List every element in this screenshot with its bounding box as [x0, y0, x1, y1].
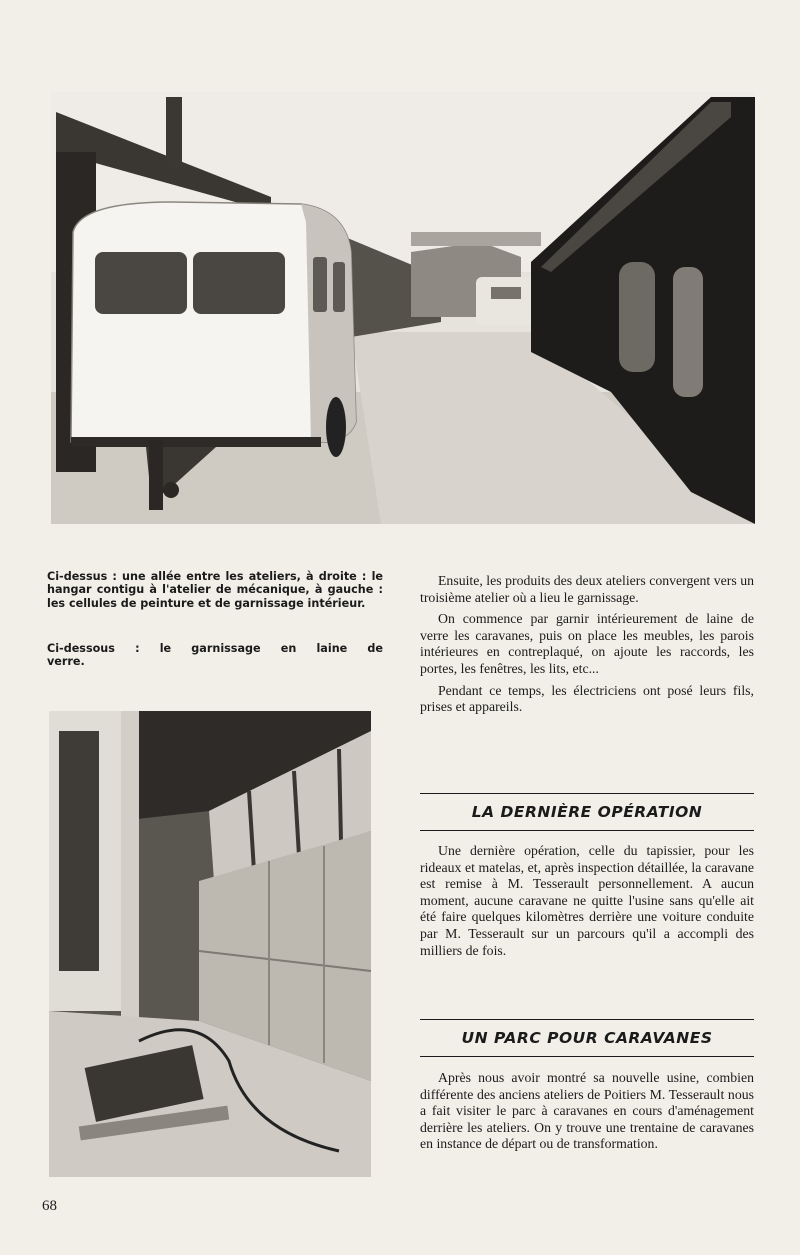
intro-column — [420, 573, 754, 721]
body-paragraph: Après nous avoir montré sa nouvelle usine, combien différente des anciens ateliers de Poitiers M. Tesserault nous a fait visiter le parc à caravanes en cours d'aménagement derrière les ateliers. On y trouve une trentaine de caravanes en instance de départ ou de transformation. — [420, 1070, 754, 1152]
photo-caption-bottom: Ci-dessous : le garnissage en laine de verre. — [47, 642, 383, 669]
photo-glass-wool-lining — [49, 711, 371, 1177]
body-paragraph: Pendant ce temps, les électriciens ont posé leurs fils, prises et appareils. — [420, 682, 754, 715]
body-paragraph: Ensuite, les produits des deux ateliers convergent vers un troisième atelier où a lieu le garnissage. — [420, 573, 754, 605]
photo-caption-top: Ci-dessus : une allée entre les ateliers, à droite : le hangar contigu à l'atelier de mécanique, à gauche : les cellules de peinture et de garnissage intérieur. — [47, 570, 383, 610]
section-body — [420, 1070, 754, 1158]
body-paragraph: On commence par garnir intérieurement de laine de verre les caravanes, puis on place les meubles, les parois intérieures en contreplaqué, on ajoute les raccords, les portes, les fenêtres, les lits, etc... — [420, 611, 754, 676]
page-number: 68 — [42, 1198, 57, 1214]
section-heading: UN PARC POUR CARAVANES — [420, 1019, 754, 1057]
section-body — [420, 843, 754, 964]
photo-workshop-alley — [51, 92, 755, 524]
body-paragraph: Une dernière opération, celle du tapissier, pour les rideaux et matelas, et, après inspection détaillée, la caravane est remise à M. Tesserault personnellement. A aucun moment, aucune caravane ne quitte l'usine sans qu'elle ait été faire quelques kilomètres derrière une voiture conduite par M. Tesserault sur un parcours qu'il a accompli des milliers de fois. — [420, 843, 754, 958]
section-heading: LA DERNIÈRE OPÉRATION — [420, 793, 754, 831]
